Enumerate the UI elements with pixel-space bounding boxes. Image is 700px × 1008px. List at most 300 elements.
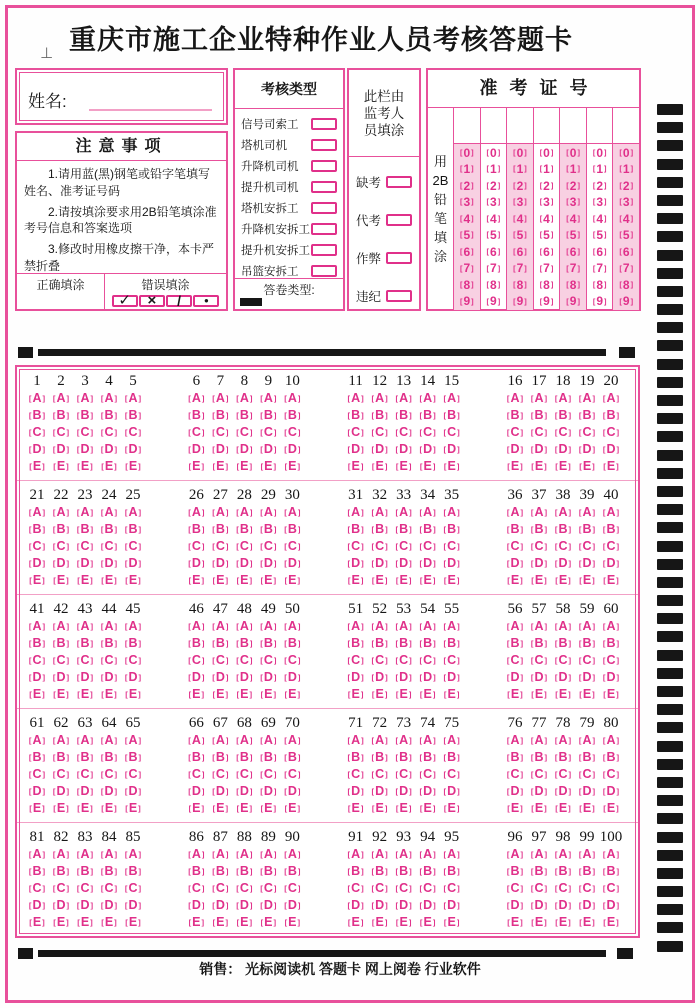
option-bubble-D[interactable]: [ D ] (603, 669, 619, 686)
digit-bubble-0[interactable]: [ 0 ] (460, 145, 474, 161)
option-bubble-C[interactable]: [ C ] (444, 880, 460, 897)
option-bubble-C[interactable]: [ C ] (29, 424, 45, 441)
option-bubble-A[interactable]: [ A ] (29, 390, 45, 407)
option-bubble-E[interactable]: [ E ] (603, 572, 619, 589)
option-bubble-A[interactable]: [ A ] (372, 846, 388, 863)
option-bubble-E[interactable]: [ E ] (125, 800, 141, 817)
option-bubble-E[interactable]: [ E ] (579, 914, 595, 931)
option-bubble-B[interactable]: [ B ] (444, 749, 460, 766)
option-bubble-E[interactable]: [ E ] (555, 686, 571, 703)
option-bubble-B[interactable]: [ B ] (372, 635, 388, 652)
option-bubble-D[interactable]: [ D ] (284, 555, 300, 572)
option-bubble-B[interactable]: [ B ] (260, 635, 276, 652)
option-bubble-B[interactable]: [ B ] (188, 863, 204, 880)
job-bubble[interactable] (311, 181, 337, 193)
option-bubble-C[interactable]: [ C ] (444, 538, 460, 555)
digit-bubble-0[interactable]: [ 0 ] (513, 145, 527, 161)
option-bubble-E[interactable]: [ E ] (261, 686, 277, 703)
option-bubble-A[interactable]: [ A ] (396, 618, 412, 635)
digit-bubble-2[interactable]: [ 2 ] (487, 178, 501, 194)
option-bubble-D[interactable]: [ D ] (507, 669, 523, 686)
option-bubble-D[interactable]: [ D ] (348, 441, 364, 458)
option-bubble-B[interactable]: [ B ] (29, 635, 45, 652)
option-bubble-C[interactable]: [ C ] (125, 424, 141, 441)
option-bubble-A[interactable]: [ A ] (212, 618, 228, 635)
option-bubble-D[interactable]: [ D ] (444, 441, 460, 458)
option-bubble-E[interactable]: [ E ] (261, 458, 277, 475)
option-bubble-E[interactable]: [ E ] (213, 572, 229, 589)
option-bubble-B[interactable]: [ B ] (555, 863, 571, 880)
option-bubble-D[interactable]: [ D ] (603, 783, 619, 800)
option-bubble-B[interactable]: [ B ] (348, 407, 364, 424)
option-bubble-A[interactable]: [ A ] (29, 732, 45, 749)
option-bubble-E[interactable]: [ E ] (213, 686, 229, 703)
option-bubble-C[interactable]: [ C ] (420, 880, 436, 897)
option-bubble-A[interactable]: [ A ] (444, 618, 460, 635)
option-bubble-C[interactable]: [ C ] (284, 538, 300, 555)
option-bubble-A[interactable]: [ A ] (53, 390, 69, 407)
option-bubble-B[interactable]: [ B ] (531, 521, 547, 538)
option-bubble-B[interactable]: [ B ] (531, 749, 547, 766)
admission-write-cell[interactable] (613, 108, 639, 144)
option-bubble-C[interactable]: [ C ] (260, 652, 276, 669)
option-bubble-A[interactable]: [ A ] (29, 504, 45, 521)
option-bubble-E[interactable]: [ E ] (53, 686, 69, 703)
option-bubble-B[interactable]: [ B ] (53, 407, 69, 424)
option-bubble-B[interactable]: [ B ] (125, 749, 141, 766)
option-bubble-D[interactable]: [ D ] (101, 669, 117, 686)
option-bubble-B[interactable]: [ B ] (420, 521, 436, 538)
job-bubble[interactable] (311, 223, 337, 235)
option-bubble-D[interactable]: [ D ] (603, 555, 619, 572)
option-bubble-C[interactable]: [ C ] (77, 880, 93, 897)
option-bubble-E[interactable]: [ E ] (555, 572, 571, 589)
digit-bubble-4[interactable]: [ 4 ] (593, 211, 607, 227)
option-bubble-B[interactable]: [ B ] (420, 407, 436, 424)
option-bubble-C[interactable]: [ C ] (188, 652, 204, 669)
option-bubble-C[interactable]: [ C ] (212, 766, 228, 783)
option-bubble-B[interactable]: [ B ] (212, 407, 228, 424)
admission-write-cell[interactable] (560, 108, 586, 144)
option-bubble-E[interactable]: [ E ] (531, 458, 547, 475)
digit-bubble-3[interactable]: [ 3 ] (540, 194, 554, 210)
option-bubble-A[interactable]: [ A ] (260, 504, 276, 521)
option-bubble-D[interactable]: [ D ] (444, 555, 460, 572)
option-bubble-E[interactable]: [ E ] (261, 572, 277, 589)
option-bubble-D[interactable]: [ D ] (101, 897, 117, 914)
option-bubble-D[interactable]: [ D ] (372, 669, 388, 686)
option-bubble-D[interactable]: [ D ] (603, 897, 619, 914)
option-bubble-A[interactable]: [ A ] (260, 846, 276, 863)
digit-bubble-8[interactable]: [ 8 ] (593, 277, 607, 293)
option-bubble-D[interactable]: [ D ] (125, 669, 141, 686)
option-bubble-C[interactable]: [ C ] (444, 424, 460, 441)
option-bubble-C[interactable]: [ C ] (420, 538, 436, 555)
option-bubble-B[interactable]: [ B ] (603, 749, 619, 766)
option-bubble-E[interactable]: [ E ] (531, 686, 547, 703)
digit-bubble-0[interactable]: [ 0 ] (566, 145, 580, 161)
option-bubble-D[interactable]: [ D ] (555, 669, 571, 686)
option-bubble-A[interactable]: [ A ] (236, 504, 252, 521)
option-bubble-D[interactable]: [ D ] (212, 897, 228, 914)
option-bubble-E[interactable]: [ E ] (579, 800, 595, 817)
option-bubble-C[interactable]: [ C ] (372, 766, 388, 783)
option-bubble-E[interactable]: [ E ] (77, 800, 93, 817)
option-bubble-B[interactable]: [ B ] (603, 521, 619, 538)
option-bubble-B[interactable]: [ B ] (444, 407, 460, 424)
option-bubble-D[interactable]: [ D ] (420, 441, 436, 458)
option-bubble-E[interactable]: [ E ] (237, 914, 253, 931)
option-bubble-E[interactable]: [ E ] (237, 686, 253, 703)
option-bubble-A[interactable]: [ A ] (396, 846, 412, 863)
option-bubble-C[interactable]: [ C ] (77, 538, 93, 555)
option-bubble-D[interactable]: [ D ] (53, 555, 69, 572)
option-bubble-B[interactable]: [ B ] (579, 749, 595, 766)
option-bubble-E[interactable]: [ E ] (189, 458, 205, 475)
option-bubble-E[interactable]: [ E ] (261, 914, 277, 931)
option-bubble-C[interactable]: [ C ] (284, 424, 300, 441)
digit-bubble-1[interactable]: [ 1 ] (593, 161, 607, 177)
option-bubble-D[interactable]: [ D ] (444, 669, 460, 686)
option-bubble-C[interactable]: [ C ] (396, 880, 412, 897)
option-bubble-A[interactable]: [ A ] (212, 390, 228, 407)
option-bubble-A[interactable]: [ A ] (101, 846, 117, 863)
option-bubble-D[interactable]: [ D ] (579, 555, 595, 572)
option-bubble-B[interactable]: [ B ] (284, 407, 300, 424)
option-bubble-C[interactable]: [ C ] (531, 538, 547, 555)
option-bubble-B[interactable]: [ B ] (603, 863, 619, 880)
option-bubble-E[interactable]: [ E ] (420, 458, 436, 475)
option-bubble-D[interactable]: [ D ] (236, 669, 252, 686)
digit-bubble-6[interactable]: [ 6 ] (619, 244, 633, 260)
option-bubble-B[interactable]: [ B ] (125, 635, 141, 652)
option-bubble-A[interactable]: [ A ] (188, 504, 204, 521)
option-bubble-C[interactable]: [ C ] (188, 880, 204, 897)
option-bubble-E[interactable]: [ E ] (372, 800, 388, 817)
option-bubble-B[interactable]: [ B ] (188, 635, 204, 652)
option-bubble-A[interactable]: [ A ] (507, 732, 523, 749)
option-bubble-D[interactable]: [ D ] (420, 897, 436, 914)
option-bubble-C[interactable]: [ C ] (53, 652, 69, 669)
job-bubble[interactable] (311, 160, 337, 172)
job-bubble[interactable] (311, 202, 337, 214)
option-bubble-C[interactable]: [ C ] (212, 880, 228, 897)
option-bubble-A[interactable]: [ A ] (396, 504, 412, 521)
option-bubble-E[interactable]: [ E ] (372, 914, 388, 931)
option-bubble-E[interactable]: [ E ] (348, 572, 364, 589)
option-bubble-B[interactable]: [ B ] (531, 407, 547, 424)
option-bubble-A[interactable]: [ A ] (348, 390, 364, 407)
option-bubble-D[interactable]: [ D ] (188, 441, 204, 458)
option-bubble-D[interactable]: [ D ] (29, 669, 45, 686)
option-bubble-D[interactable]: [ D ] (372, 555, 388, 572)
option-bubble-D[interactable]: [ D ] (444, 897, 460, 914)
option-bubble-D[interactable]: [ D ] (29, 897, 45, 914)
option-bubble-A[interactable]: [ A ] (53, 504, 69, 521)
option-bubble-C[interactable]: [ C ] (212, 652, 228, 669)
option-bubble-A[interactable]: [ A ] (188, 618, 204, 635)
option-bubble-C[interactable]: [ C ] (555, 766, 571, 783)
job-bubble[interactable] (311, 139, 337, 151)
option-bubble-D[interactable]: [ D ] (284, 783, 300, 800)
digit-bubble-9[interactable]: [ 9 ] (513, 293, 527, 309)
option-bubble-C[interactable]: [ C ] (77, 424, 93, 441)
option-bubble-B[interactable]: [ B ] (125, 407, 141, 424)
option-bubble-E[interactable]: [ E ] (603, 458, 619, 475)
option-bubble-B[interactable]: [ B ] (372, 407, 388, 424)
job-bubble[interactable] (311, 244, 337, 256)
option-bubble-D[interactable]: [ D ] (507, 441, 523, 458)
option-bubble-C[interactable]: [ C ] (603, 424, 619, 441)
option-bubble-C[interactable]: [ C ] (420, 766, 436, 783)
option-bubble-B[interactable]: [ B ] (348, 863, 364, 880)
option-bubble-C[interactable]: [ C ] (101, 538, 117, 555)
digit-bubble-8[interactable]: [ 8 ] (566, 277, 580, 293)
option-bubble-D[interactable]: [ D ] (396, 669, 412, 686)
option-bubble-D[interactable]: [ D ] (284, 897, 300, 914)
option-bubble-C[interactable]: [ C ] (53, 538, 69, 555)
option-bubble-E[interactable]: [ E ] (396, 572, 412, 589)
option-bubble-E[interactable]: [ E ] (372, 458, 388, 475)
option-bubble-A[interactable]: [ A ] (420, 390, 436, 407)
option-bubble-C[interactable]: [ C ] (420, 652, 436, 669)
digit-bubble-1[interactable]: [ 1 ] (619, 161, 633, 177)
option-bubble-C[interactable]: [ C ] (236, 424, 252, 441)
option-bubble-C[interactable]: [ C ] (53, 424, 69, 441)
option-bubble-E[interactable]: [ E ] (348, 800, 364, 817)
option-bubble-D[interactable]: [ D ] (236, 441, 252, 458)
digit-bubble-7[interactable]: [ 7 ] (593, 260, 607, 276)
option-bubble-A[interactable]: [ A ] (348, 732, 364, 749)
option-bubble-B[interactable]: [ B ] (212, 635, 228, 652)
option-bubble-C[interactable]: [ C ] (603, 538, 619, 555)
option-bubble-C[interactable]: [ C ] (603, 766, 619, 783)
option-bubble-C[interactable]: [ C ] (125, 880, 141, 897)
option-bubble-A[interactable]: [ A ] (125, 732, 141, 749)
option-bubble-C[interactable]: [ C ] (507, 766, 523, 783)
option-bubble-A[interactable]: [ A ] (284, 504, 300, 521)
option-bubble-A[interactable]: [ A ] (579, 618, 595, 635)
option-bubble-A[interactable]: [ A ] (236, 390, 252, 407)
option-bubble-A[interactable]: [ A ] (125, 846, 141, 863)
option-bubble-B[interactable]: [ B ] (284, 521, 300, 538)
option-bubble-D[interactable]: [ D ] (260, 441, 276, 458)
option-bubble-A[interactable]: [ A ] (77, 732, 93, 749)
digit-bubble-3[interactable]: [ 3 ] (593, 194, 607, 210)
option-bubble-E[interactable]: [ E ] (53, 572, 69, 589)
option-bubble-C[interactable]: [ C ] (101, 652, 117, 669)
option-bubble-B[interactable]: [ B ] (444, 521, 460, 538)
option-bubble-D[interactable]: [ D ] (236, 897, 252, 914)
option-bubble-A[interactable]: [ A ] (555, 390, 571, 407)
option-bubble-D[interactable]: [ D ] (420, 783, 436, 800)
option-bubble-C[interactable]: [ C ] (555, 652, 571, 669)
digit-bubble-4[interactable]: [ 4 ] (513, 211, 527, 227)
option-bubble-D[interactable]: [ D ] (372, 441, 388, 458)
option-bubble-E[interactable]: [ E ] (555, 458, 571, 475)
digit-bubble-2[interactable]: [ 2 ] (460, 178, 474, 194)
option-bubble-C[interactable]: [ C ] (555, 424, 571, 441)
option-bubble-A[interactable]: [ A ] (188, 732, 204, 749)
option-bubble-A[interactable]: [ A ] (348, 618, 364, 635)
digit-bubble-9[interactable]: [ 9 ] (619, 293, 633, 309)
option-bubble-C[interactable]: [ C ] (603, 652, 619, 669)
option-bubble-E[interactable]: [ E ] (396, 800, 412, 817)
option-bubble-D[interactable]: [ D ] (29, 555, 45, 572)
option-bubble-D[interactable]: [ D ] (372, 897, 388, 914)
option-bubble-B[interactable]: [ B ] (77, 635, 93, 652)
option-bubble-B[interactable]: [ B ] (579, 635, 595, 652)
option-bubble-D[interactable]: [ D ] (77, 669, 93, 686)
option-bubble-C[interactable]: [ C ] (188, 766, 204, 783)
option-bubble-D[interactable]: [ D ] (101, 441, 117, 458)
digit-bubble-9[interactable]: [ 9 ] (487, 293, 501, 309)
option-bubble-D[interactable]: [ D ] (188, 897, 204, 914)
option-bubble-C[interactable]: [ C ] (212, 538, 228, 555)
option-bubble-D[interactable]: [ D ] (212, 555, 228, 572)
option-bubble-A[interactable]: [ A ] (284, 846, 300, 863)
option-bubble-E[interactable]: [ E ] (213, 914, 229, 931)
digit-bubble-5[interactable]: [ 5 ] (460, 227, 474, 243)
option-bubble-D[interactable]: [ D ] (396, 441, 412, 458)
option-bubble-E[interactable]: [ E ] (125, 458, 141, 475)
option-bubble-A[interactable]: [ A ] (77, 846, 93, 863)
option-bubble-E[interactable]: [ E ] (53, 458, 69, 475)
option-bubble-B[interactable]: [ B ] (77, 863, 93, 880)
option-bubble-E[interactable]: [ E ] (555, 914, 571, 931)
option-bubble-E[interactable]: [ E ] (285, 800, 301, 817)
option-bubble-C[interactable]: [ C ] (507, 424, 523, 441)
option-bubble-B[interactable]: [ B ] (348, 749, 364, 766)
digit-bubble-5[interactable]: [ 5 ] (566, 227, 580, 243)
option-bubble-B[interactable]: [ B ] (555, 749, 571, 766)
option-bubble-E[interactable]: [ E ] (579, 458, 595, 475)
option-bubble-E[interactable]: [ E ] (237, 458, 253, 475)
option-bubble-B[interactable]: [ B ] (77, 407, 93, 424)
option-bubble-A[interactable]: [ A ] (212, 846, 228, 863)
option-bubble-A[interactable]: [ A ] (284, 732, 300, 749)
digit-bubble-5[interactable]: [ 5 ] (513, 227, 527, 243)
digit-bubble-4[interactable]: [ 4 ] (566, 211, 580, 227)
option-bubble-A[interactable]: [ A ] (579, 504, 595, 521)
option-bubble-E[interactable]: [ E ] (237, 572, 253, 589)
option-bubble-A[interactable]: [ A ] (579, 846, 595, 863)
option-bubble-D[interactable]: [ D ] (236, 783, 252, 800)
option-bubble-E[interactable]: [ E ] (213, 458, 229, 475)
digit-bubble-6[interactable]: [ 6 ] (566, 244, 580, 260)
option-bubble-A[interactable]: [ A ] (603, 732, 619, 749)
option-bubble-D[interactable]: [ D ] (579, 441, 595, 458)
option-bubble-C[interactable]: [ C ] (372, 880, 388, 897)
digit-bubble-2[interactable]: [ 2 ] (619, 178, 633, 194)
digit-bubble-0[interactable]: [ 0 ] (487, 145, 501, 161)
invigilator-bubble[interactable] (386, 176, 412, 188)
option-bubble-D[interactable]: [ D ] (284, 441, 300, 458)
digit-bubble-8[interactable]: [ 8 ] (487, 277, 501, 293)
option-bubble-E[interactable]: [ E ] (603, 686, 619, 703)
option-bubble-E[interactable]: [ E ] (420, 914, 436, 931)
option-bubble-D[interactable]: [ D ] (420, 555, 436, 572)
option-bubble-D[interactable]: [ D ] (348, 555, 364, 572)
option-bubble-B[interactable]: [ B ] (212, 521, 228, 538)
option-bubble-B[interactable]: [ B ] (236, 407, 252, 424)
option-bubble-E[interactable]: [ E ] (531, 914, 547, 931)
option-bubble-A[interactable]: [ A ] (507, 846, 523, 863)
option-bubble-D[interactable]: [ D ] (77, 441, 93, 458)
digit-bubble-2[interactable]: [ 2 ] (593, 178, 607, 194)
option-bubble-E[interactable]: [ E ] (189, 572, 205, 589)
invigilator-bubble[interactable] (386, 290, 412, 302)
option-bubble-E[interactable]: [ E ] (77, 686, 93, 703)
option-bubble-A[interactable]: [ A ] (53, 846, 69, 863)
option-bubble-B[interactable]: [ B ] (125, 521, 141, 538)
option-bubble-A[interactable]: [ A ] (236, 618, 252, 635)
option-bubble-B[interactable]: [ B ] (507, 407, 523, 424)
digit-bubble-3[interactable]: [ 3 ] (513, 194, 527, 210)
option-bubble-B[interactable]: [ B ] (236, 635, 252, 652)
option-bubble-A[interactable]: [ A ] (603, 390, 619, 407)
option-bubble-C[interactable]: [ C ] (531, 424, 547, 441)
option-bubble-D[interactable]: [ D ] (101, 783, 117, 800)
option-bubble-D[interactable]: [ D ] (507, 555, 523, 572)
option-bubble-D[interactable]: [ D ] (77, 783, 93, 800)
option-bubble-B[interactable]: [ B ] (260, 407, 276, 424)
option-bubble-A[interactable]: [ A ] (603, 846, 619, 863)
option-bubble-C[interactable]: [ C ] (348, 538, 364, 555)
option-bubble-A[interactable]: [ A ] (77, 504, 93, 521)
option-bubble-C[interactable]: [ C ] (101, 424, 117, 441)
option-bubble-E[interactable]: [ E ] (77, 572, 93, 589)
option-bubble-B[interactable]: [ B ] (53, 863, 69, 880)
option-bubble-C[interactable]: [ C ] (101, 880, 117, 897)
digit-bubble-1[interactable]: [ 1 ] (487, 161, 501, 177)
digit-bubble-8[interactable]: [ 8 ] (513, 277, 527, 293)
digit-bubble-0[interactable]: [ 0 ] (619, 145, 633, 161)
option-bubble-B[interactable]: [ B ] (236, 863, 252, 880)
option-bubble-A[interactable]: [ A ] (29, 846, 45, 863)
option-bubble-A[interactable]: [ A ] (29, 618, 45, 635)
admission-write-cell[interactable] (507, 108, 533, 144)
option-bubble-A[interactable]: [ A ] (260, 732, 276, 749)
option-bubble-D[interactable]: [ D ] (531, 897, 547, 914)
option-bubble-A[interactable]: [ A ] (420, 732, 436, 749)
option-bubble-C[interactable]: [ C ] (77, 652, 93, 669)
option-bubble-B[interactable]: [ B ] (260, 863, 276, 880)
option-bubble-D[interactable]: [ D ] (188, 555, 204, 572)
option-bubble-B[interactable]: [ B ] (372, 749, 388, 766)
option-bubble-A[interactable]: [ A ] (555, 504, 571, 521)
option-bubble-B[interactable]: [ B ] (555, 521, 571, 538)
option-bubble-B[interactable]: [ B ] (579, 407, 595, 424)
digit-bubble-4[interactable]: [ 4 ] (460, 211, 474, 227)
option-bubble-C[interactable]: [ C ] (101, 766, 117, 783)
option-bubble-C[interactable]: [ C ] (348, 880, 364, 897)
option-bubble-C[interactable]: [ C ] (260, 766, 276, 783)
option-bubble-B[interactable]: [ B ] (507, 749, 523, 766)
option-bubble-B[interactable]: [ B ] (29, 863, 45, 880)
option-bubble-A[interactable]: [ A ] (372, 732, 388, 749)
option-bubble-E[interactable]: [ E ] (555, 800, 571, 817)
option-bubble-C[interactable]: [ C ] (555, 880, 571, 897)
option-bubble-B[interactable]: [ B ] (348, 635, 364, 652)
option-bubble-B[interactable]: [ B ] (372, 863, 388, 880)
option-bubble-B[interactable]: [ B ] (420, 749, 436, 766)
option-bubble-E[interactable]: [ E ] (101, 686, 117, 703)
option-bubble-B[interactable]: [ B ] (101, 749, 117, 766)
digit-bubble-8[interactable]: [ 8 ] (619, 277, 633, 293)
admission-write-cell[interactable] (534, 108, 560, 144)
digit-bubble-8[interactable]: [ 8 ] (540, 277, 554, 293)
